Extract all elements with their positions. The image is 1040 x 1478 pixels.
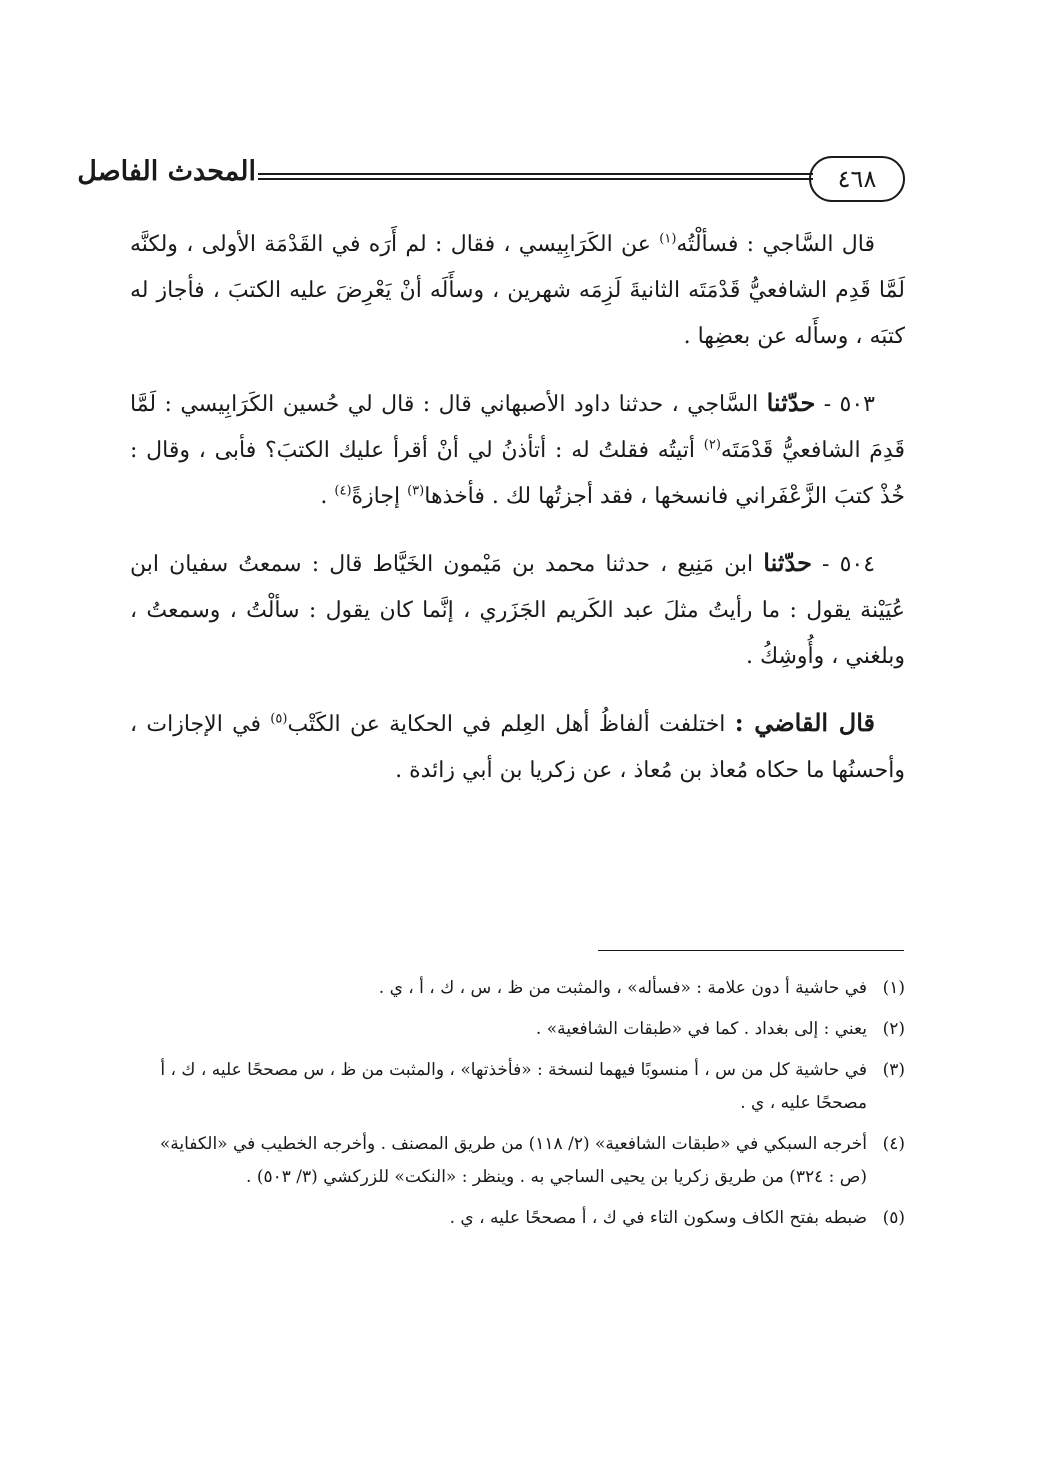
haddathana-word: حدّثنا xyxy=(763,548,812,577)
paragraph-4 xyxy=(130,700,905,794)
paragraph-4-text-b: في الإجازات ، وأحسنُها ما حكاه مُعاذ بن مُعاذ ، عن زكريا بن أبي زائدة . xyxy=(130,712,905,783)
footnote-ref-4: (٤) xyxy=(334,483,352,499)
footnote-text: يعني : إلى بغداد . كما في «طبقات الشافعية» . xyxy=(535,1019,867,1039)
book-title: المحدث الفاصل xyxy=(77,156,256,187)
footnote xyxy=(130,1013,905,1046)
paragraph-1-rest: عن الكَرَابِيسي ، فقال : لم أَرَه في القَدْمَة الأولى ، ولكنَّه لَمَّا قَدِم الشافعيُّ قَدْمَتَه الثانيةَ لَزِمَه شهرين ، وسأَلَه أنْ يَعْرِضَ عليه الكتبَ ، فأجاز له كتبَه ، وسأَله عن بعضِها . xyxy=(130,232,905,349)
footnote-number: (٥) xyxy=(882,1208,905,1228)
paragraph-2 xyxy=(130,380,905,520)
footnote xyxy=(130,972,905,1005)
footnote xyxy=(130,1202,905,1235)
running-header xyxy=(77,154,905,214)
haddathana-word: حدّثنا xyxy=(766,388,816,417)
hadith-number-503: ٥٠٣ - xyxy=(823,392,875,417)
footnote-number: (٤) xyxy=(882,1134,905,1154)
paragraph-3-text: ابن مَنِيع ، حدثنا محمد بن مَيْمون الخَيَّاط قال : سمعتُ سفيان ابن عُيَيْنة يقول : ما رأيتُ مثلَ عبد الكَريم الجَزَري ، إنَّما كان يقول : سألْتُ ، وسمعتُ ، وبلغني ، وأُوشِكُ . xyxy=(130,552,905,669)
paragraph-4-text-a: اختلفت ألفاظُ أهل العِلم في الحكاية عن الكَتْب xyxy=(287,712,726,737)
footnote-text: في حاشية كل من س ، أ منسوبًا فيهما لنسخة : «فأخذتها» ، والمثبت من ظ ، س مصححًا عليه ، ك ، أ مصححًا عليه ، ي . xyxy=(160,1060,867,1113)
footnote-number: (٣) xyxy=(882,1060,905,1080)
qadi-lead: قال القاضي : xyxy=(734,708,875,737)
paragraph-1-text: قال السَّاجي : فسألْتُه xyxy=(676,232,875,257)
footnote-separator xyxy=(598,950,904,951)
footnote-ref-5: (٥) xyxy=(270,711,288,727)
header-double-rule xyxy=(258,173,813,180)
footnote-number: (٢) xyxy=(882,1019,905,1039)
hadith-number-504: ٥٠٤ - xyxy=(822,552,876,577)
footnote-ref-2: (٢) xyxy=(703,437,721,453)
footnote-ref-3: (٣) xyxy=(407,483,425,499)
footnote xyxy=(130,1128,905,1194)
footnote-ref-1: (١) xyxy=(659,231,677,247)
paragraph-1 xyxy=(130,222,905,360)
footnotes xyxy=(130,972,905,1243)
page-number: ٤٦٨ xyxy=(809,156,905,202)
paragraph-2-text-b: أتيتُه فقلتُ له : أتأذنُ لي أنْ أقرأ عليك الكتبَ؟ فأبى ، وقال : خُذْ كتبَ الزَّعْفَراني فانسخها ، فقد أجزتُها لك . فأخذها xyxy=(130,438,905,509)
footnote-text: في حاشية أ دون علامة : «فسأله» ، والمثبت من ظ ، س ، ك ، أ ، ي . xyxy=(378,978,867,998)
footnote-text: أخرجه السبكي في «طبقات الشافعية» (٢/ ١١٨) من طريق المصنف . وأخرجه الخطيب في «الكفاية» (ص : ٣٢٤) من طريق زكريا بن يحيى الساجي به . وينظر : «النكت» للزركشي (٣/ ٥٠٣) . xyxy=(159,1134,867,1187)
footnote-number: (١) xyxy=(882,978,905,998)
footnote xyxy=(130,1054,905,1120)
paragraph-2-text-a: السَّاجي ، حدثنا داود الأصبهاني قال : قال لي حُسين الكَرَابِيسي : لَمَّا قَدِمَ الشافعيُّ قَدْمَتَه xyxy=(130,392,905,463)
main-text xyxy=(130,222,905,814)
paragraph-2-text-c: إجازةً xyxy=(351,484,401,509)
paragraph-2-text-d: . xyxy=(320,484,328,509)
paragraph-3 xyxy=(130,540,905,680)
footnote-text: ضبطه بفتح الكاف وسكون التاء في ك ، أ مصححًا عليه ، ي . xyxy=(449,1208,867,1228)
